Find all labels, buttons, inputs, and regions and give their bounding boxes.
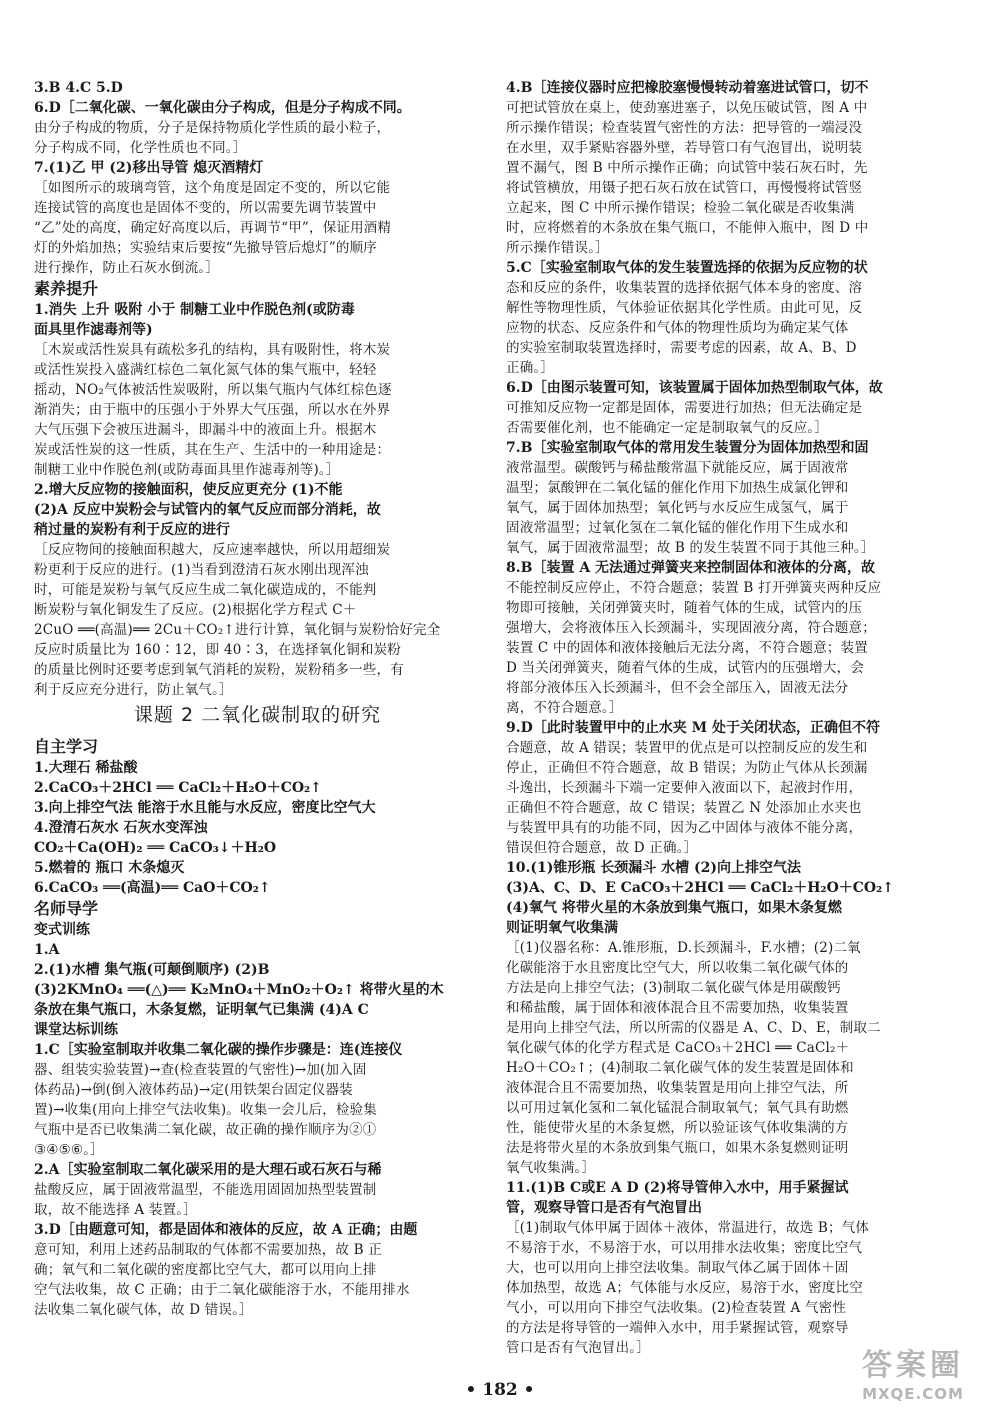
- answer-line: 3.向上排空气法 能溶于水且能与水反应，密度比空气大: [34, 800, 376, 816]
- explanation-line: 可把试管放在桌上，使劲塞进塞子，以免压破试管，图 A 中: [506, 100, 868, 116]
- explanation-line: 空气法收集，故 C 正确；由于二氧化碳能溶于水，不能用排水: [34, 1282, 410, 1298]
- explanation-line: 由分子构成的物质，分子是保持物质化学性质的最小粒子，: [34, 120, 391, 136]
- explanation-line: 或活性炭投入盛满红棕色二氧化氮气体的集气瓶中，轻轻: [34, 362, 377, 378]
- watermark-logo: [838, 1348, 988, 1410]
- answer-line: 2.(1)水槽 集气瓶(可颠倒顺序) (2)B: [34, 962, 270, 978]
- explanation-line: 正确。］: [506, 360, 555, 376]
- explanation-line: ［(1)制取气体甲属于固体＋液体，常温进行，故选 B；气体: [506, 1220, 870, 1236]
- explanation-line: 置)→收集(用向上排空气法收集)。收集一会儿后，检验集: [34, 1102, 378, 1118]
- explanation-line: 液体混合且不需要加热，收集装置是用向上排空气法，所: [506, 1080, 849, 1096]
- answer-line: 1.A: [34, 942, 60, 958]
- explanation-line: 装置 C 中的固体和液体接触后无法分离，不符合题意；装置: [506, 640, 869, 656]
- explanation-line: 时，可能是炭粉与氧气反应生成二氧化碳造成的，不能判: [34, 582, 377, 598]
- explanation-line: 应物的状态、反应条件和气体的物理性质均为确定某气体: [506, 320, 849, 336]
- answer-line: 则证明氧气收集满: [506, 920, 618, 936]
- answer-line: 5.C［实验室制取气体的发生装置选择的依据为反应物的状: [506, 260, 868, 276]
- section-heading: 自主学习: [34, 737, 99, 756]
- answer-line: 7.B［实验室制取气体的常用发生装置分为固体加热型和固: [506, 440, 869, 456]
- answer-line: 10.(1)锥形瓶 长颈漏斗 水槽 (2)向上排空气法: [506, 860, 801, 876]
- explanation-line: 化碳能溶于水且密度比空气大，所以收集二氧化碳气体的: [506, 960, 849, 976]
- explanation-line: 器、组装实验装置)→查(检查装置的气密性)→加(加入固: [34, 1062, 367, 1078]
- explanation-line: 时，应将燃着的木条放在集气瓶口，不能伸入瓶中，图 D 中: [506, 220, 869, 236]
- explanation-line: 氧气收集满。］: [506, 1160, 596, 1176]
- explanation-line: 进行操作，防止石灰水倒流。］: [34, 260, 220, 276]
- section-heading: 素养提升: [34, 279, 99, 298]
- explanation-line: 连接试管的高度也是固体不变的，所以需要先调节装置中: [34, 200, 377, 216]
- subsection-heading: 课堂达标训练: [34, 1022, 118, 1038]
- explanation-line: 斗逸出，长颈漏斗下端一定要伸入液面以下，起液封作用，: [506, 780, 863, 796]
- explanation-line: 反应时质量比为 160∶12，即 40∶3，在选择氧化铜和炭粉: [34, 642, 401, 658]
- explanation-line: 大气压强下会被压进漏斗，即漏斗中的液面上升。根据木: [34, 422, 377, 438]
- explanation-line: 意可知，利用上述药品制取的气体都不需要加热，故 B 正: [34, 1242, 382, 1258]
- explanation-line: D 当关闭弹簧夹，随着气体的生成，试管内的压强增大，会: [506, 660, 865, 676]
- explanation-line: 所示操作错误；检查装置气密性的方法：把导管的一端浸没: [506, 120, 863, 136]
- explanation-line: 断炭粉与氧化铜发生了反应。(2)根据化学方程式 C＋: [34, 602, 357, 618]
- explanation-line: ③④⑤⑥。］: [34, 1142, 104, 1158]
- explanation-line: 摇动，NO₂气体被活性炭吸附，所以集气瓶内气体红棕色逐: [34, 382, 392, 398]
- explanation-line: 盐酸反应，属于固液常温型，不能选用固固加热型装置制: [34, 1182, 377, 1198]
- explanation-line: 和稀盐酸，属于固体和液体混合且不需要加热，收集装置: [506, 1000, 849, 1016]
- explanation-line: 大，也可以用向上排空法收集。制取气体乙属于固体＋固: [506, 1260, 849, 1276]
- answer-line: 2.A［实验室制取二氧化碳采用的是大理石或石灰石与稀: [34, 1162, 382, 1178]
- answer-line: CO₂＋Ca(OH)₂ ══ CaCO₃↓＋H₂O: [34, 840, 277, 856]
- answer-line: 5.燃着的 瓶口 木条熄灭: [34, 860, 185, 876]
- answer-line: 管，观察导管口是否有气泡冒出: [506, 1200, 702, 1216]
- lesson-title: 课题 2 二氧化碳制取的研究: [133, 704, 382, 726]
- explanation-line: ［木炭或活性炭具有疏松多孔的结构，具有吸附性，将木炭: [34, 342, 391, 358]
- explanation-line: 制糖工业中作脱色剂(或防毒面具里作滤毒剂等)。］: [34, 462, 340, 478]
- explanation-line: 将部分液体压入长颈漏斗，但不会全部压入，固液无法分: [506, 680, 849, 696]
- explanation-line: 否需要催化剂，也不能确定一定是制取氧气的反应。］: [506, 420, 829, 436]
- explanation-line: ［(1)仪器名称：A.锥形瓶，D.长颈漏斗，F.水槽；(2)二氧: [506, 940, 861, 956]
- right-column: [506, 78, 968, 1358]
- answer-line: 6.D［由图示装置可知，该装置属于固体加热型制取气体，故: [506, 380, 883, 396]
- answer-line: 6.CaCO₃ ══(高温)══ CaO＋CO₂↑: [34, 880, 271, 896]
- answer-line: (3)2KMnO₄ ══(△)══ K₂MnO₄＋MnO₂＋O₂↑ 将带火星的木: [34, 982, 444, 998]
- explanation-line: H₂O＋CO₂↑；(4)制取二氧化碳气体的发生装置是固体和: [506, 1060, 854, 1076]
- explanation-line: 以可用过氧化氢和二氧化锰混合制取氧气；氧气具有助燃: [506, 1100, 849, 1116]
- explanation-line: 正确但不符合题意，故 C 错误；装置乙 N 处添加止水夹也: [506, 800, 862, 816]
- explanation-line: 立起来，图 C 中所示操作错误；检验二氧化碳是否收集满: [506, 200, 855, 216]
- answer-line: 2.增大反应物的接触面积，使反应更充分 (1)不能: [34, 482, 343, 498]
- explanation-line: 粉更利于反应的进行。(1)当看到澄清石灰水刚出现浑浊: [34, 562, 369, 578]
- explanation-line: 管口是否有气泡冒出。］: [506, 1340, 650, 1356]
- explanation-line: 错误但符合题意，故 D 正确。］: [506, 840, 698, 856]
- explanation-line: 取，故不能选择 A 装置。］: [34, 1202, 197, 1218]
- explanation-line: 氧化碳气体的化学方程式是 CaCO₃＋2HCl ══ CaCl₂＋: [506, 1040, 850, 1056]
- answer-line: 3.B 4.C 5.D: [34, 80, 123, 96]
- answer-line: 9.D［此时装置甲中的止水夹 M 处于关闭状态，正确但不符: [506, 720, 880, 736]
- explanation-line: 氧气，属于固液常温型；故 B 的发生装置不同于其他三种。］: [506, 540, 875, 556]
- answer-line: 3.D［由题意可知，都是固体和液体的反应，故 A 正确；由题: [34, 1222, 418, 1238]
- answer-line: 6.D［二氧化碳、一氧化碳由分子构成，但是分子构成不同。: [34, 100, 411, 116]
- explanation-line: 炭或活性炭的这一性质，其在生产、生活中的一种用途是：: [34, 442, 391, 458]
- answer-line: 面具里作滤毒剂等): [34, 322, 153, 338]
- explanation-line: 解性等物理性质，气体验证依据其化学性质。由此可见，反: [506, 300, 863, 316]
- explanation-line: 不能控制反应停止，不符合题意；装置 B 打开弹簧夹两种反应: [506, 580, 882, 596]
- answer-line: 条放在集气瓶口，木条复燃，证明氧气已集满 (4)A C: [34, 1002, 369, 1018]
- explanation-line: 的质量比例时还要考虑到氧气消耗的炭粉，炭粉稍多一些，有: [34, 662, 404, 678]
- answer-line: 1.消失 上升 吸附 小于 制糖工业中作脱色剂(或防毒: [34, 302, 355, 318]
- explanation-line: 可推知反应物一定都是固体，需要进行加热；但无法确定是: [506, 400, 863, 416]
- explanation-line: 确；氧气和二氧化碳的密度都比空气大，都可以用向上排: [34, 1262, 377, 1278]
- explanation-line: 停止，正确但不符合题意，故 B 错误；为防止气体从长颈漏: [506, 760, 868, 776]
- explanation-line: 液常温型。碳酸钙与稀盐酸常温下就能反应，属于固液常: [506, 460, 849, 476]
- explanation-line: 体药品)→倒(倒入液体药品)→定(用铁架台固定仪器装: [34, 1082, 353, 1098]
- explanation-line: 法是将带火星的木条放到集气瓶口，如果木条复燃则证明: [506, 1140, 849, 1156]
- explanation-line: ［反应物间的接触面积越大，反应速率越快，所以用超细炭: [34, 542, 391, 558]
- explanation-line: 是用向上排空气法，所以所需的仪器是 A、C、D、E，制取二: [506, 1020, 881, 1036]
- page-number: • 182 •: [465, 1380, 535, 1400]
- explanation-line: 氧气，属于固体加热型；氧化钙与水反应生成氢气，属于: [506, 500, 849, 516]
- explanation-line: 气小，可以用向下排空气法收集。(2)检查装置 A 气密性: [506, 1300, 847, 1316]
- explanation-line: 离，不符合题意。］: [506, 700, 623, 716]
- explanation-line: 与装置甲具有的功能不同，因为乙中固体与液体不能分离，: [506, 820, 863, 836]
- explanation-line: 体加热型，故选 A；气体能与水反应，易溶于水，密度比空: [506, 1280, 863, 1296]
- answer-line: 1.大理石 稀盐酸: [34, 760, 138, 776]
- answer-line: 4.B［连接仪器时应把橡胶塞慢慢转动着塞进试管口，切不: [506, 80, 869, 96]
- explanation-line: 强增大，会将液体压入长颈漏斗，实现固液分离，符合题意；: [506, 620, 876, 636]
- answer-line: 11.(1)B C或E A D (2)将导管伸入水中，用手紧握试: [506, 1180, 849, 1196]
- answer-line: 7.(1)乙 甲 (2)移出导管 熄灭酒精灯: [34, 160, 264, 176]
- explanation-line: 将试管横放，用镊子把石灰石放在试管口，再慢慢将试管竖: [506, 180, 863, 196]
- explanation-line: 在水里，双手紧贴容器外壁，若导管口有气泡冒出，说明装: [506, 140, 863, 156]
- explanation-line: 温型；氯酸钾在二氧化锰的催化作用下加热生成氯化钾和: [506, 480, 849, 496]
- explanation-line: 法收集二氧化碳气体，故 D 错误。］: [34, 1302, 253, 1318]
- answer-line: (4)氧气 将带火星的木条放到集气瓶口，如果木条复燃: [506, 900, 842, 916]
- explanation-line: 固液常温型；过氧化氢在二氧化锰的催化作用下生成水和: [506, 520, 849, 536]
- section-heading: 名师导学: [34, 899, 99, 918]
- explanation-line: 利于反应充分进行，防止氧气。］: [34, 682, 233, 698]
- explanation-line: ［如图所示的玻璃弯管，这个角度是固定不变的，所以它能: [34, 180, 391, 196]
- explanation-line: 分子构成不同，化学性质也不同。］: [34, 140, 247, 156]
- answer-line: 2.CaCO₃＋2HCl ══ CaCl₂＋H₂O＋CO₂↑: [34, 780, 322, 796]
- explanation-line: 合题意，故 A 错误；装置甲的优点是可以控制反应的发生和: [506, 740, 868, 756]
- explanation-line: “乙”处的高度，确定好高度以后，再调节“甲”，保证用酒精: [34, 220, 392, 236]
- left-column: [34, 78, 481, 1320]
- explanation-line: 的方法是将导管的一端伸入水中，用手紧握试管，观察导: [506, 1320, 849, 1336]
- watermark-url: MXQE.COM: [862, 1385, 964, 1403]
- watermark-logo-text: 答案圈: [862, 1348, 964, 1383]
- explanation-line: 置不漏气，图 B 中所示操作正确；向试管中装石灰石时，先: [506, 160, 868, 176]
- answer-line: 8.B［装置 A 无法通过弹簧夹来控制固体和液体的分离，故: [506, 560, 876, 576]
- answer-line: 稍过量的炭粉有利于反应的进行: [34, 522, 230, 538]
- explanation-line: 气瓶中是否已收集满二氧化碳，故正确的操作顺序为②①: [34, 1122, 377, 1138]
- explanation-line: 所示操作错误。］: [506, 240, 609, 256]
- explanation-line: 态和反应的条件，收集装置的选择依据气体本身的密度、溶: [506, 280, 863, 296]
- subsection-heading: 变式训练: [34, 922, 90, 938]
- answer-line: 1.C［实验室制取并收集二氧化碳的操作步骤是：连(连接仪: [34, 1042, 403, 1058]
- explanation-line: 灯的外焰加热；实验结束后要按“先撤导管后熄灯”的顺序: [34, 240, 378, 256]
- explanation-line: 渐消失；由于瓶中的压强小于外界大气压强，所以水在外界: [34, 402, 391, 418]
- answer-line: (2)A 反应中炭粉会与试管内的氧气反应而部分消耗，故: [34, 502, 381, 518]
- explanation-line: 不易溶于水，不易溶于水，可以用排水法收集；密度比空气: [506, 1240, 863, 1256]
- explanation-line: 2CuO ══(高温)══ 2Cu＋CO₂↑进行计算，氧化铜与炭粉恰好完全: [34, 622, 441, 638]
- explanation-line: 物即可接触，关闭弹簧夹时，随着气体的生成，试管内的压: [506, 600, 863, 616]
- explanation-line: 性，能使带火星的木条复燃，所以验证该气体收集满的方: [506, 1120, 849, 1136]
- answer-line: (3)A、C、D、E CaCO₃＋2HCl ══ CaCl₂＋H₂O＋CO₂↑: [506, 880, 894, 896]
- explanation-line: 方法是向上排空气法；(3)制取二氧化碳气体是用碳酸钙: [506, 980, 841, 996]
- answer-line: 4.澄清石灰水 石灰水变浑浊: [34, 820, 208, 836]
- explanation-line: 的实验室制取装置选择时，需要考虑的因素，故 A、B、D: [506, 340, 857, 356]
